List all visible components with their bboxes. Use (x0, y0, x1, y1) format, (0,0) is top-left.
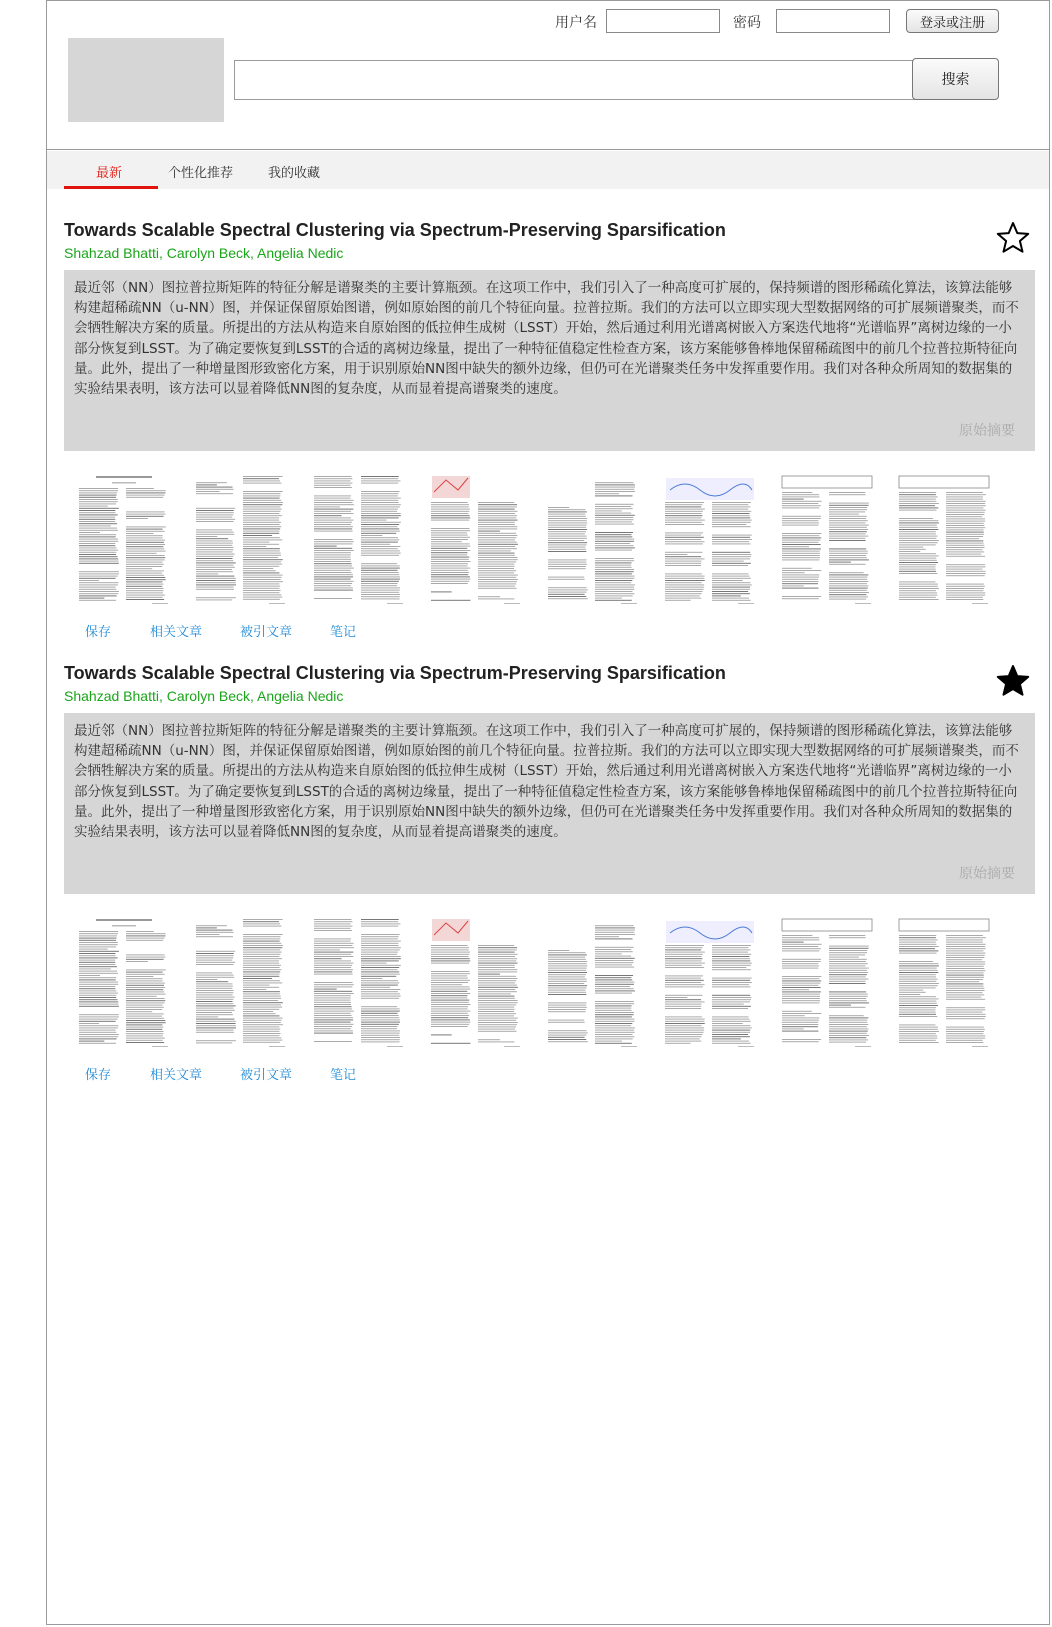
page-thumbnail[interactable] (543, 915, 643, 1052)
tab-personalized[interactable]: 个性化推荐 (168, 166, 234, 181)
article-card (47, 663, 1049, 1103)
article-card (47, 220, 1049, 660)
abstract-text: 最近邻（NN）图拉普拉斯矩阵的特征分解是谱聚类的主要计算瓶颈。在这项工作中，我们引入了一种高度可扩展的，保持频谱的图形稀疏化算法，该算法能够构建超稀疏NN（u-NN）图，并保证保留原始图谱，例如原始图的前几个特征向量。拉普拉斯。我们的方法可以立即实现大型数据网络的可扩展频谱聚类，而不会牺牲解决方案的质量。所提出的方法从构造来自原始图的低拉伸生成树（LSST）开始，然后通过利用光谱离树嵌入方案迭代地将“光谱临界”离树边缘的一小部分恢复到LSST。为了确定要恢复到LSST的合适的离树边缘量，提出了一种特征值稳定性检查方案，该方案能够鲁棒地保留稀疏图中的前几个拉普拉斯特征向量。此外，提出了一种增量图形致密化方案，用于识别原始NN图中缺失的额外边缘，但仍可在光谱聚类任务中发挥重要作用。我们对各种众所周知的数据集的实验结果表明，该方法可以显着降低NN图的复杂度，从而显着提高谱聚类的速度。 (74, 280, 1019, 398)
notes-link[interactable]: 笔记 (330, 625, 357, 640)
login-register-button[interactable]: 登录或注册 (906, 9, 999, 33)
related-articles-link[interactable]: 相关文章 (150, 1068, 203, 1083)
password-input[interactable] (776, 9, 890, 33)
page-thumbnail[interactable] (777, 472, 877, 609)
page-thumbnail[interactable] (660, 915, 760, 1052)
page-thumbnail[interactable] (426, 472, 526, 609)
star-outline-icon[interactable] (995, 220, 1031, 256)
cited-by-link[interactable]: 被引文章 (240, 1068, 293, 1083)
page-thumbnail[interactable] (309, 915, 409, 1052)
article-abstract (64, 270, 1035, 451)
save-link[interactable]: 保存 (85, 625, 112, 640)
tab-latest[interactable]: 最新 (96, 166, 123, 181)
page-thumbnail[interactable] (74, 472, 174, 609)
username-label: 用户名 (555, 15, 597, 31)
username-input[interactable] (606, 9, 720, 33)
page-thumbnail[interactable] (191, 915, 291, 1052)
article-authors[interactable]: Shahzad Bhatti, Carolyn Beck, Angelia Nedic (64, 688, 344, 704)
cited-by-link[interactable]: 被引文章 (240, 625, 293, 640)
page-thumbnail[interactable] (894, 472, 994, 609)
search-button[interactable]: 搜索 (912, 58, 999, 100)
page-thumbnail[interactable] (660, 472, 760, 609)
tab-favorites[interactable]: 我的收藏 (268, 166, 321, 181)
article-authors[interactable]: Shahzad Bhatti, Carolyn Beck, Angelia Nedic (64, 245, 344, 261)
password-label: 密码 (733, 15, 761, 31)
page-thumbnail[interactable] (543, 472, 643, 609)
logo-placeholder (68, 38, 224, 122)
search-input[interactable] (234, 60, 944, 100)
active-tab-indicator (64, 186, 158, 189)
notes-link[interactable]: 笔记 (330, 1068, 357, 1083)
article-abstract (64, 713, 1035, 894)
star-filled-icon[interactable] (995, 663, 1031, 699)
page-thumbnail[interactable] (894, 915, 994, 1052)
page-thumbnail[interactable] (191, 472, 291, 609)
header (47, 0, 1049, 150)
related-articles-link[interactable]: 相关文章 (150, 625, 203, 640)
tab-bar (47, 151, 1049, 189)
page-thumbnail[interactable] (426, 915, 526, 1052)
page-thumbnail[interactable] (777, 915, 877, 1052)
save-link[interactable]: 保存 (85, 1068, 112, 1083)
original-abstract-link[interactable]: 原始摘要 (959, 422, 1015, 439)
abstract-text: 最近邻（NN）图拉普拉斯矩阵的特征分解是谱聚类的主要计算瓶颈。在这项工作中，我们引入了一种高度可扩展的，保持频谱的图形稀疏化算法，该算法能够构建超稀疏NN（u-NN）图，并保证保留原始图谱，例如原始图的前几个特征向量。拉普拉斯。我们的方法可以立即实现大型数据网络的可扩展频谱聚类，而不会牺牲解决方案的质量。所提出的方法从构造来自原始图的低拉伸生成树（LSST）开始，然后通过利用光谱离树嵌入方案迭代地将“光谱临界”离树边缘的一小部分恢复到LSST。为了确定要恢复到LSST的合适的离树边缘量，提出了一种特征值稳定性检查方案，该方案能够鲁棒地保留稀疏图中的前几个拉普拉斯特征向量。此外，提出了一种增量图形致密化方案，用于识别原始NN图中缺失的额外边缘，但仍可在光谱聚类任务中发挥重要作用。我们对各种众所周知的数据集的实验结果表明，该方法可以显着降低NN图的复杂度，从而显着提高谱聚类的速度。 (74, 723, 1019, 841)
page-thumbnail[interactable] (74, 915, 174, 1052)
page-thumbnail[interactable] (309, 472, 409, 609)
app-frame (46, 0, 1050, 1625)
article-title[interactable]: Towards Scalable Spectral Clustering via Spectrum-Preserving Sparsification (64, 663, 726, 683)
article-title[interactable]: Towards Scalable Spectral Clustering via Spectrum-Preserving Sparsification (64, 220, 726, 240)
original-abstract-link[interactable]: 原始摘要 (959, 865, 1015, 882)
